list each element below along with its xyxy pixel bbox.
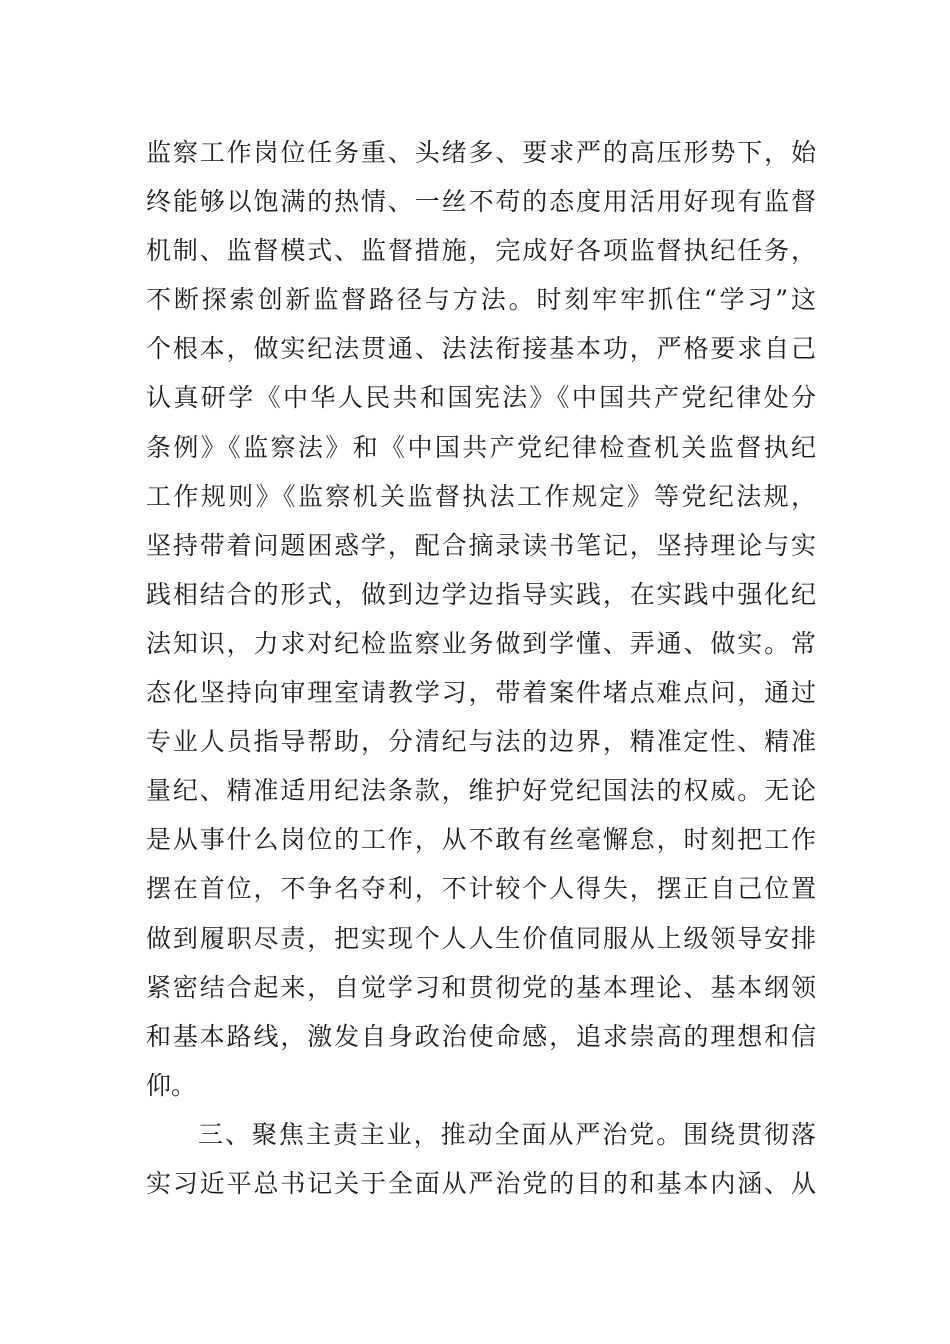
- text-line: 条例》《监察法》和《中国共产党纪律检查机关监督执纪: [146, 432, 816, 462]
- text-line: 工作规则》《监察机关监督执法工作规定》等党纪法规，: [146, 481, 816, 511]
- section-heading-line: 三、聚焦主责主业，推动全面从严治党。围绕贯彻落: [198, 1119, 816, 1149]
- text-line: 紧密结合起来，自觉学习和贯彻党的基本理论、基本纲领: [146, 972, 816, 1002]
- body-text: [146, 128, 816, 1208]
- text-line: 做到履职尽责，把实现个人人生价值同服从上级领导安排: [146, 923, 816, 953]
- text-line: 是从事什么岗位的工作，从不敢有丝毫懈怠，时刻把工作: [146, 825, 816, 855]
- text-line: 不断探索创新监督路径与方法。时刻牢牢抓住“学习”这: [146, 285, 816, 315]
- text-line: 践相结合的形式，做到边学边指导实践，在实践中强化纪: [146, 579, 816, 609]
- text-line: 仰。: [146, 1070, 197, 1100]
- text-line: 量纪、精准适用纪法条款，维护好党纪国法的权威。无论: [146, 776, 816, 806]
- text-line: 终能够以饱满的热情、一丝不苟的态度用活用好现有监督: [146, 187, 816, 217]
- text-line: 法知识，力求对纪检监察业务做到学懂、弄通、做实。常: [146, 628, 816, 658]
- text-line: 实习近平总书记关于全面从严治党的目的和基本内涵、从: [146, 1168, 816, 1198]
- text-line: 坚持带着问题困惑学，配合摘录读书笔记，坚持理论与实: [146, 530, 816, 560]
- text-line: 机制、监督模式、监督措施，完成好各项监督执纪任务，: [146, 236, 816, 266]
- text-line: 专业人员指导帮助，分清纪与法的边界，精准定性、精准: [146, 727, 816, 757]
- text-line: 态化坚持向审理室请教学习，带着案件堵点难点问，通过: [146, 678, 816, 708]
- text-line: 个根本，做实纪法贯通、法法衔接基本功，严格要求自己: [146, 334, 816, 364]
- text-line: 监察工作岗位任务重、头绪多、要求严的高压形势下，始: [146, 138, 816, 167]
- text-line: 和基本路线，激发自身政治使命感，追求崇高的理想和信: [146, 1021, 816, 1051]
- text-line: 认真研学《中华人民共和国宪法》《中国共产党纪律处分: [146, 383, 816, 413]
- text-line: 摆在首位，不争名夺利，不计较个人得失，摆正自己位置: [146, 874, 816, 904]
